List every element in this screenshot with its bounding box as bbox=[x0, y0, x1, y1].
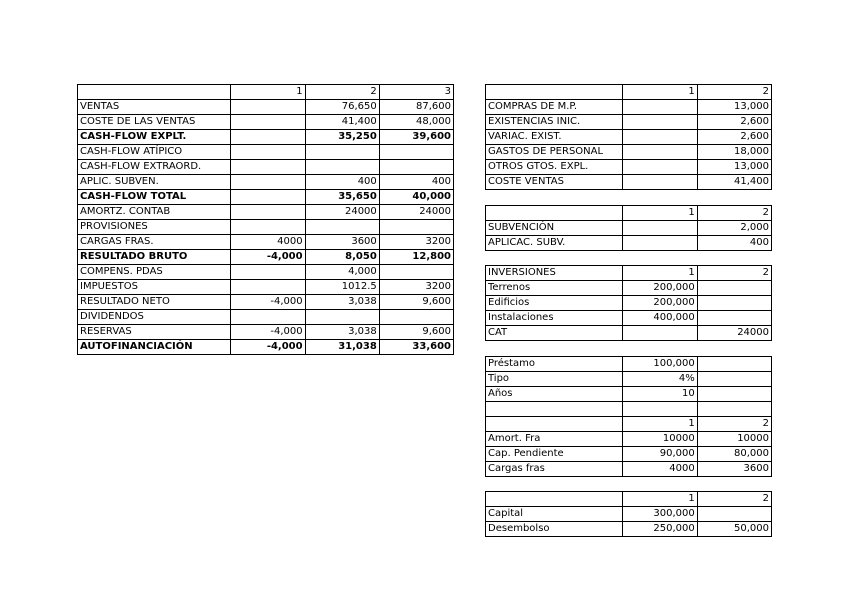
value-cell: 200,000 bbox=[623, 281, 697, 296]
value-cell: 100,000 bbox=[623, 357, 697, 372]
value-cell: 400 bbox=[697, 236, 771, 251]
value-cell bbox=[623, 145, 697, 160]
value-cell: 10 bbox=[623, 387, 697, 402]
row-label-cell: VENTAS bbox=[78, 100, 231, 115]
row-label-cell: Terrenos bbox=[486, 281, 623, 296]
value-cell bbox=[305, 310, 379, 325]
value-cell: 4,000 bbox=[305, 265, 379, 280]
value-cell: 13,000 bbox=[697, 100, 771, 115]
value-cell bbox=[231, 145, 305, 160]
value-cell: 3,038 bbox=[305, 325, 379, 340]
value-cell: 24000 bbox=[305, 205, 379, 220]
table-row bbox=[486, 522, 772, 537]
value-cell bbox=[623, 221, 697, 236]
row-label-cell: APLICAC. SUBV. bbox=[486, 236, 623, 251]
value-cell bbox=[697, 281, 771, 296]
table-row bbox=[78, 280, 454, 295]
subvencion-table bbox=[485, 205, 772, 251]
value-cell bbox=[231, 265, 305, 280]
table-row bbox=[486, 432, 772, 447]
value-cell: 41,400 bbox=[305, 115, 379, 130]
header-row bbox=[486, 492, 772, 507]
table-row bbox=[486, 326, 772, 341]
table-row bbox=[78, 100, 454, 115]
value-cell: 9,600 bbox=[379, 325, 453, 340]
row-label-cell: Préstamo bbox=[486, 357, 623, 372]
row-label-cell: PROVISIONES bbox=[78, 220, 231, 235]
row-label-cell: RESULTADO NETO bbox=[78, 295, 231, 310]
value-cell: 12,800 bbox=[379, 250, 453, 265]
value-cell bbox=[379, 160, 453, 175]
value-cell bbox=[623, 160, 697, 175]
row-label-cell: Cargas fras bbox=[486, 462, 623, 477]
table-row bbox=[78, 325, 454, 340]
value-cell: -4,000 bbox=[231, 250, 305, 265]
value-cell bbox=[697, 357, 771, 372]
value-cell: 24000 bbox=[379, 205, 453, 220]
value-cell: 9,600 bbox=[379, 295, 453, 310]
header-label-cell bbox=[78, 85, 231, 100]
value-cell bbox=[231, 160, 305, 175]
value-cell: 33,600 bbox=[379, 340, 453, 355]
row-label-cell: GASTOS DE PERSONAL bbox=[486, 145, 623, 160]
year-header-cell: 2 bbox=[697, 206, 771, 221]
row-label-cell: Amort. Fra bbox=[486, 432, 623, 447]
value-cell: 3600 bbox=[305, 235, 379, 250]
value-cell: 10000 bbox=[697, 432, 771, 447]
row-label-cell: EXISTENCIAS INIC. bbox=[486, 115, 623, 130]
value-cell: 4000 bbox=[231, 235, 305, 250]
row-label-cell: RESERVAS bbox=[78, 325, 231, 340]
year-header-cell: 1 bbox=[623, 492, 697, 507]
table-row bbox=[486, 175, 772, 190]
value-cell bbox=[231, 220, 305, 235]
year-header-cell: 1 bbox=[623, 206, 697, 221]
table-row bbox=[78, 115, 454, 130]
table-row bbox=[78, 145, 454, 160]
value-cell: 39,600 bbox=[379, 130, 453, 145]
year-header-cell: 3 bbox=[379, 85, 453, 100]
value-cell: 31,038 bbox=[305, 340, 379, 355]
row-label-cell: AUTOFINANCIACIÓN bbox=[78, 340, 231, 355]
value-cell: 4000 bbox=[623, 462, 697, 477]
row-label-cell: Cap. Pendiente bbox=[486, 447, 623, 462]
table-row bbox=[78, 220, 454, 235]
prestamo-table bbox=[485, 356, 772, 477]
row-label-cell: Edificios bbox=[486, 296, 623, 311]
value-cell: 13,000 bbox=[697, 160, 771, 175]
value-cell bbox=[623, 402, 697, 417]
value-cell: 400,000 bbox=[623, 311, 697, 326]
table-row bbox=[78, 205, 454, 220]
value-cell bbox=[231, 190, 305, 205]
row-label-cell: CASH-FLOW TOTAL bbox=[78, 190, 231, 205]
header-label-cell bbox=[486, 492, 623, 507]
value-cell: 10000 bbox=[623, 432, 697, 447]
year-header-cell: 1 bbox=[623, 266, 697, 281]
table-row bbox=[486, 160, 772, 175]
row-label-cell: RESULTADO BRUTO bbox=[78, 250, 231, 265]
value-cell bbox=[697, 372, 771, 387]
value-cell bbox=[231, 100, 305, 115]
row-label-cell: COSTE DE LAS VENTAS bbox=[78, 115, 231, 130]
table-row bbox=[486, 402, 772, 417]
value-cell: 400 bbox=[379, 175, 453, 190]
table-row bbox=[78, 265, 454, 280]
value-cell: 2,600 bbox=[697, 130, 771, 145]
table-row bbox=[486, 447, 772, 462]
table-row bbox=[486, 387, 772, 402]
value-cell: -4,000 bbox=[231, 325, 305, 340]
table-row bbox=[486, 100, 772, 115]
table-row bbox=[78, 175, 454, 190]
header-label-cell bbox=[486, 206, 623, 221]
table-row bbox=[486, 221, 772, 236]
table-row bbox=[486, 417, 772, 432]
value-cell bbox=[697, 507, 771, 522]
row-label-cell: COMPRAS DE M.P. bbox=[486, 100, 623, 115]
table-row bbox=[78, 160, 454, 175]
value-cell: 87,600 bbox=[379, 100, 453, 115]
value-cell: 18,000 bbox=[697, 145, 771, 160]
row-label-cell: APLIC. SUBVEN. bbox=[78, 175, 231, 190]
year-header-cell: 2 bbox=[697, 85, 771, 100]
value-cell: 1 bbox=[623, 417, 697, 432]
value-cell bbox=[379, 265, 453, 280]
year-header-cell: 2 bbox=[697, 492, 771, 507]
value-cell: 3,038 bbox=[305, 295, 379, 310]
row-label-cell: Desembolso bbox=[486, 522, 623, 537]
value-cell bbox=[231, 280, 305, 295]
row-label-cell bbox=[486, 417, 623, 432]
value-cell bbox=[623, 326, 697, 341]
value-cell bbox=[623, 175, 697, 190]
value-cell: 2 bbox=[697, 417, 771, 432]
value-cell: -4,000 bbox=[231, 340, 305, 355]
row-label-cell: CASH-FLOW EXPLT. bbox=[78, 130, 231, 145]
value-cell bbox=[305, 220, 379, 235]
row-label-cell: Instalaciones bbox=[486, 311, 623, 326]
value-cell bbox=[697, 387, 771, 402]
year-header-cell: 2 bbox=[697, 266, 771, 281]
value-cell bbox=[231, 310, 305, 325]
table-row bbox=[78, 130, 454, 145]
year-header-cell: 2 bbox=[305, 85, 379, 100]
value-cell bbox=[305, 145, 379, 160]
cash-flow-table bbox=[77, 84, 454, 355]
table-row bbox=[78, 235, 454, 250]
row-label-cell: Tipo bbox=[486, 372, 623, 387]
table-row bbox=[486, 507, 772, 522]
table-row bbox=[486, 296, 772, 311]
value-cell: 3200 bbox=[379, 235, 453, 250]
row-label-cell: CASH-FLOW EXTRAORD. bbox=[78, 160, 231, 175]
value-cell bbox=[697, 402, 771, 417]
value-cell: 3200 bbox=[379, 280, 453, 295]
table-row bbox=[486, 281, 772, 296]
value-cell: 76,650 bbox=[305, 100, 379, 115]
table-row bbox=[78, 190, 454, 205]
header-label-cell bbox=[486, 85, 623, 100]
value-cell: 4% bbox=[623, 372, 697, 387]
table-row bbox=[486, 311, 772, 326]
table-row bbox=[78, 340, 454, 355]
table-row bbox=[486, 357, 772, 372]
value-cell bbox=[379, 310, 453, 325]
value-cell: 3600 bbox=[697, 462, 771, 477]
header-row bbox=[486, 206, 772, 221]
value-cell bbox=[231, 130, 305, 145]
row-label-cell: Años bbox=[486, 387, 623, 402]
row-label-cell: VARIAC. EXIST. bbox=[486, 130, 623, 145]
value-cell: 1012.5 bbox=[305, 280, 379, 295]
header-label-cell: INVERSIONES bbox=[486, 266, 623, 281]
value-cell: 200,000 bbox=[623, 296, 697, 311]
value-cell: 250,000 bbox=[623, 522, 697, 537]
value-cell bbox=[379, 220, 453, 235]
value-cell: 2,000 bbox=[697, 221, 771, 236]
table-row bbox=[486, 115, 772, 130]
row-label-cell: AMORTZ. CONTAB bbox=[78, 205, 231, 220]
value-cell bbox=[623, 130, 697, 145]
row-label-cell: CARGAS FRAS. bbox=[78, 235, 231, 250]
header-row bbox=[78, 85, 454, 100]
year-header-cell: 1 bbox=[623, 85, 697, 100]
table-row bbox=[78, 310, 454, 325]
value-cell bbox=[231, 205, 305, 220]
value-cell bbox=[379, 145, 453, 160]
row-label-cell: DIVIDENDOS bbox=[78, 310, 231, 325]
value-cell bbox=[697, 296, 771, 311]
value-cell: 48,000 bbox=[379, 115, 453, 130]
row-label-cell: SUBVENCIÓN bbox=[486, 221, 623, 236]
value-cell: 90,000 bbox=[623, 447, 697, 462]
row-label-cell: IMPUESTOS bbox=[78, 280, 231, 295]
table-row bbox=[486, 145, 772, 160]
value-cell bbox=[623, 100, 697, 115]
value-cell: 41,400 bbox=[697, 175, 771, 190]
value-cell: 300,000 bbox=[623, 507, 697, 522]
table-row bbox=[78, 295, 454, 310]
value-cell: 80,000 bbox=[697, 447, 771, 462]
value-cell: -4,000 bbox=[231, 295, 305, 310]
value-cell: 24000 bbox=[697, 326, 771, 341]
table-row bbox=[486, 372, 772, 387]
row-label-cell: COSTE VENTAS bbox=[486, 175, 623, 190]
row-label-cell: OTROS GTOS. EXPL. bbox=[486, 160, 623, 175]
value-cell: 400 bbox=[305, 175, 379, 190]
value-cell bbox=[697, 311, 771, 326]
row-label-cell: CAT bbox=[486, 326, 623, 341]
value-cell: 50,000 bbox=[697, 522, 771, 537]
value-cell bbox=[231, 175, 305, 190]
table-row bbox=[486, 236, 772, 251]
value-cell: 40,000 bbox=[379, 190, 453, 205]
year-header-cell: 1 bbox=[231, 85, 305, 100]
coste-ventas-table bbox=[485, 84, 772, 190]
value-cell bbox=[623, 115, 697, 130]
value-cell: 2,600 bbox=[697, 115, 771, 130]
table-row bbox=[486, 462, 772, 477]
value-cell bbox=[305, 160, 379, 175]
row-label-cell: Capital bbox=[486, 507, 623, 522]
value-cell bbox=[623, 236, 697, 251]
value-cell: 35,650 bbox=[305, 190, 379, 205]
table-row bbox=[78, 250, 454, 265]
row-label-cell: COMPENS. PDAS bbox=[78, 265, 231, 280]
value-cell bbox=[231, 115, 305, 130]
value-cell: 35,250 bbox=[305, 130, 379, 145]
table-row bbox=[486, 130, 772, 145]
row-label-cell: CASH-FLOW ATÍPICO bbox=[78, 145, 231, 160]
header-row bbox=[486, 266, 772, 281]
inversiones-table bbox=[485, 265, 772, 341]
row-label-cell bbox=[486, 402, 623, 417]
value-cell: 8,050 bbox=[305, 250, 379, 265]
header-row bbox=[486, 85, 772, 100]
capital-table bbox=[485, 491, 772, 537]
